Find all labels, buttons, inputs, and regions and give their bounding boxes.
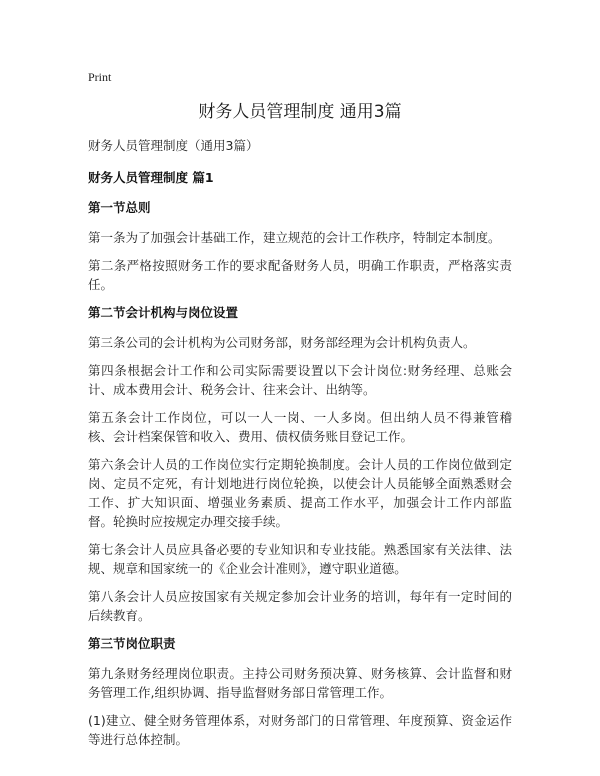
paragraph: 第六条会计人员的工作岗位实行定期轮换制度。会计人员的工作岗位做到定岗、定员不定死，有计划地进行岗位轮换，以使会计人员能够全面熟悉财会工作、扩大知识面、增强业务素质、提高工作水平，加强会计工作内部监督。轮换时应按规定办理交接手续。 (88, 457, 512, 529)
section-heading-duties: 第三节岗位职责 (88, 636, 176, 651)
print-link[interactable]: Print (88, 70, 112, 84)
paragraph: 第八条会计人员应按国家有关规定参加会计业务的培训，每年有一定时间的后续教育。 (88, 589, 512, 623)
paragraph: (1)建立、健全财务管理体系，对财务部门的日常管理、年度预算、资金运作等进行总体控制。 (88, 713, 512, 747)
paragraph: 第二条严格按照财务工作的要求配备财务人员，明确工作职责，严格落实责任。 (88, 258, 512, 292)
document-subtitle: 财务人员管理制度（通用3篇） (88, 138, 259, 153)
paragraph: 第五条会计工作岗位，可以一人一岗、一人多岗。但出纳人员不得兼管稽核、会计档案保管和收入、费用、债权债务账目登记工作。 (88, 410, 512, 444)
paragraph: 第一条为了加强会计基础工作，建立规范的会计工作秩序，特制定本制度。 (88, 230, 501, 245)
article-heading: 财务人员管理制度 篇1 (88, 170, 214, 185)
paragraph: 第七条会计人员应具备必要的专业知识和专业技能。熟悉国家有关法律、法规、规章和国家统一的《企业会计准则》，遵守职业道德。 (88, 542, 512, 576)
document-title: 财务人员管理制度 通用3篇 (198, 102, 402, 122)
paragraph: 第九条财务经理岗位职责。主持公司财务预决算、财务核算、会计监督和财务管理工作,组织协调、指导监督财务部日常管理工作。 (88, 666, 512, 700)
section-heading-general: 第一节总则 (88, 200, 151, 215)
paragraph: 第四条根据会计工作和公司实际需要设置以下会计岗位:财务经理、总账会计、成本费用会计、税务会计、往来会计、出纳等。 (88, 363, 512, 397)
section-heading-organization: 第二节会计机构与岗位设置 (88, 305, 239, 320)
paragraph: 第三条公司的会计机构为公司财务部，财务部经理为会计机构负责人。 (88, 335, 476, 350)
